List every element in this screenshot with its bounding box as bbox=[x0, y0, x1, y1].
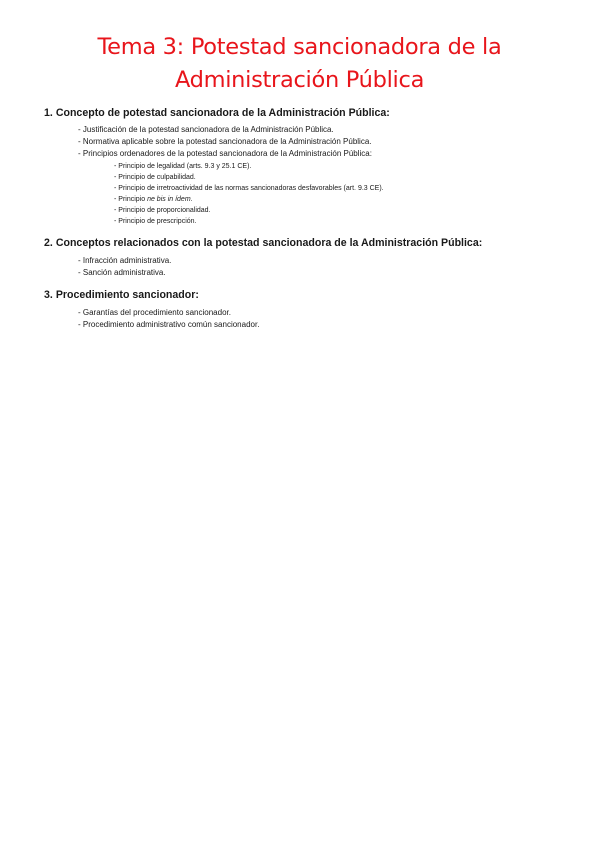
section-1-item-3: - Principios ordenadores de la potestad sancionadora de la Administración Pública: bbox=[78, 149, 372, 158]
section-2-item-2: - Sanción administrativa. bbox=[78, 268, 166, 277]
principle-ne-bis-in-idem bbox=[114, 195, 193, 204]
section-1-item-2: - Normativa aplicable sobre la potestad sancionadora de la Administración Pública. bbox=[78, 137, 372, 146]
document-title-line-1: Tema 3: Potestad sancionadora de la bbox=[97, 34, 502, 60]
section-1-item-1: - Justificación de la potestad sancionadora de la Administración Pública. bbox=[78, 125, 334, 134]
principle-culpabilidad: - Principio de culpabilidad. bbox=[114, 174, 196, 181]
section-1-heading bbox=[44, 107, 390, 120]
section-3-title: Procedimiento sancionador: bbox=[55, 289, 199, 301]
section-2-title: Conceptos relacionados con la potestad sancionadora de la Administración Pública: bbox=[55, 237, 483, 249]
principle-ne-bis-italic: ne bis in ídem bbox=[147, 196, 191, 203]
section-1-number: 1. bbox=[44, 107, 53, 119]
principle-proporcionalidad: - Principio de proporcionalidad. bbox=[114, 207, 211, 214]
section-3-item-1: - Garantías del procedimiento sancionador. bbox=[78, 308, 231, 317]
principle-prescripcion: - Principio de prescripción. bbox=[114, 218, 197, 225]
section-3-number: 3. bbox=[44, 289, 53, 301]
section-2-heading bbox=[44, 237, 482, 250]
principle-irretroactividad: - Principio de irretroactividad de las normas sancionadoras desfavorables (art. 9.3 CE). bbox=[114, 185, 384, 192]
section-2-number: 2. bbox=[44, 237, 53, 249]
section-3-heading bbox=[44, 289, 199, 302]
principle-ne-bis-prefix: - Principio bbox=[114, 196, 148, 203]
principle-legalidad: - Principio de legalidad (arts. 9.3 y 25.1 CE). bbox=[114, 163, 252, 170]
document-title-line-2: Administración Pública bbox=[174, 67, 425, 93]
section-3-item-2: - Procedimiento administrativo común sancionador. bbox=[78, 320, 260, 329]
section-2-item-1: - Infracción administrativa. bbox=[78, 256, 172, 265]
principle-ne-bis-suffix: . bbox=[190, 196, 193, 203]
section-1-title: Concepto de potestad sancionadora de la Administración Pública: bbox=[55, 107, 390, 119]
